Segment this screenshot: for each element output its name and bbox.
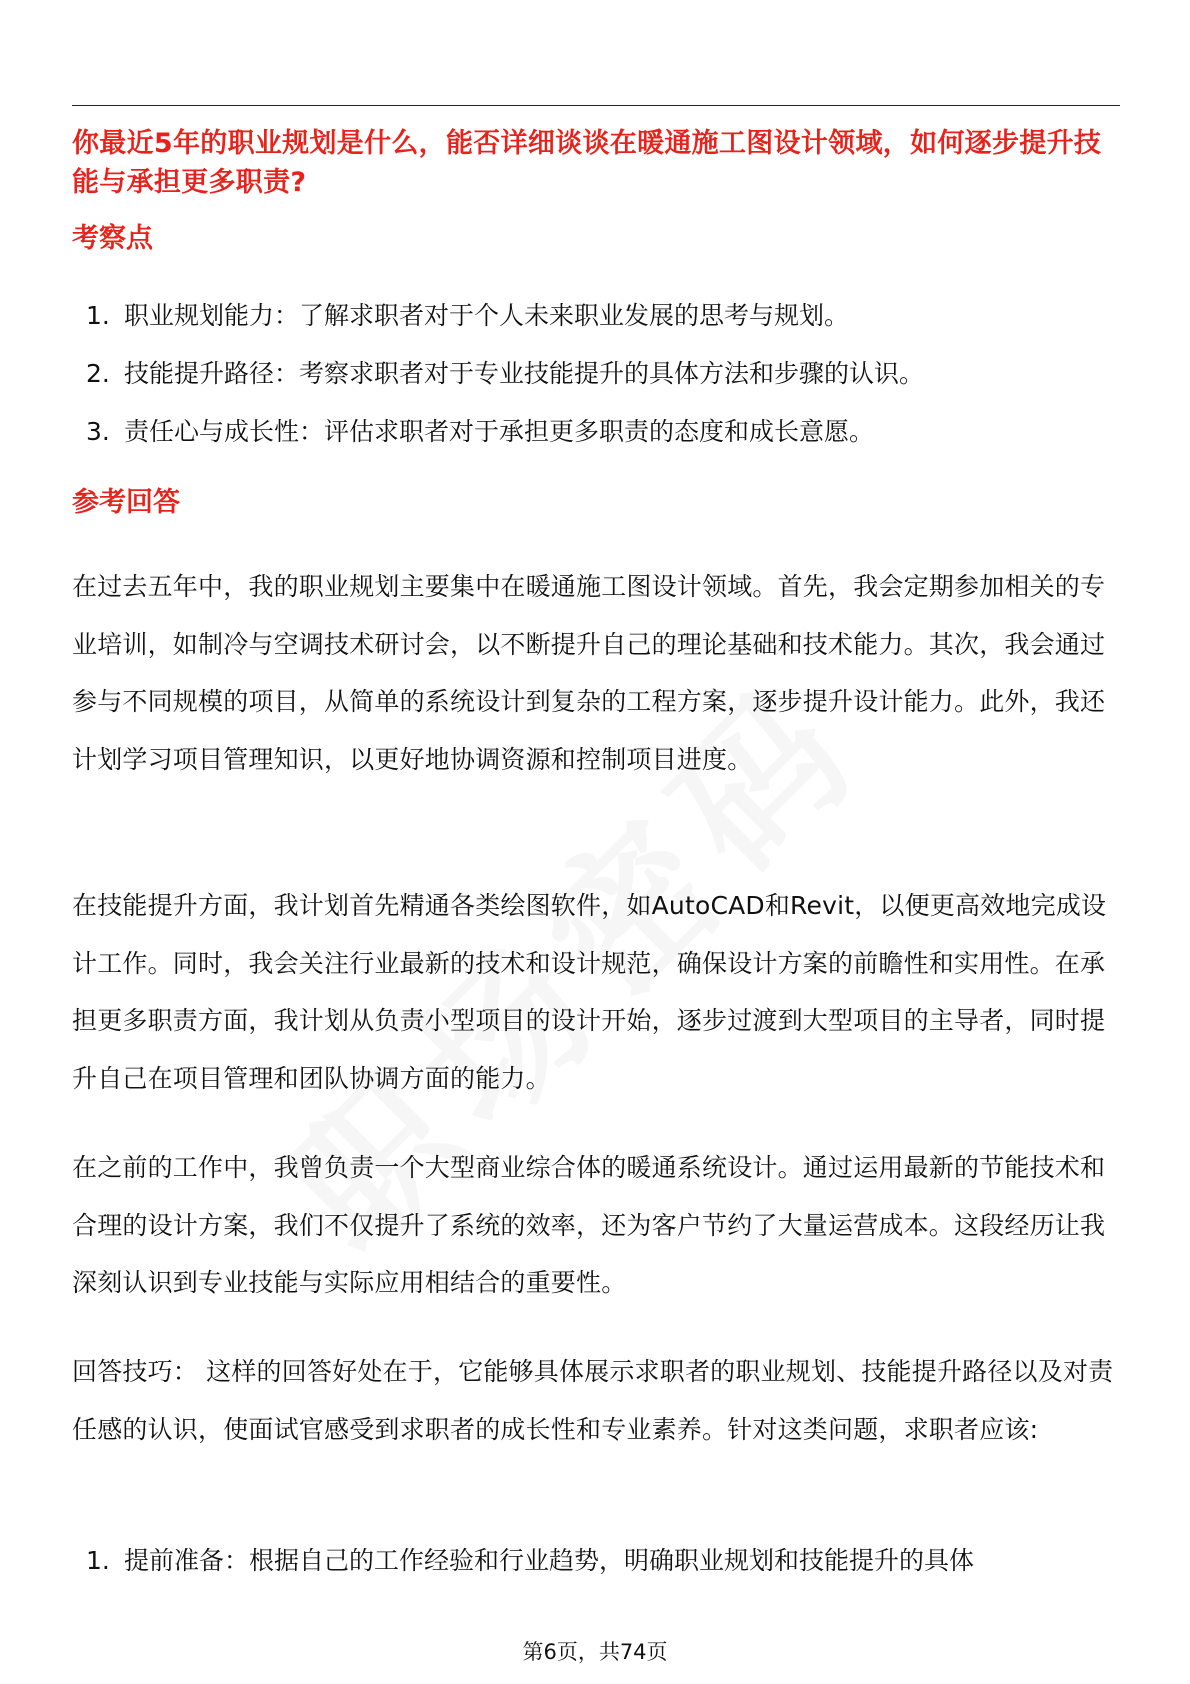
answer-paragraph: 在技能提升方面，我计划首先精通各类绘图软件，如AutoCAD和Revit，以便更高效地完成设计工作。同时，我会关注行业最新的技术和设计规范，确保设计方案的前瞻性和实用性。在承担更多职责方面，我计划从负责小型项目的设计开始，逐步过渡到大型项目的主导者，同时提升自己在项目管理和团队协调方面的能力。 — [72, 891, 1107, 1093]
list-item-number: 2. — [86, 359, 110, 388]
answer-tips-paragraph: 回答技巧： 这样的回答好处在于，它能够具体展示求职者的职业规划、技能提升路径以及对责任感的认识，使面试官感受到求职者的成长性和专业素养。针对这类问题，求职者应该: — [72, 1357, 1114, 1444]
document-page — [72, 0, 1120, 1684]
top-divider — [72, 105, 1120, 106]
list-item-text: 责任心与成长性：评估求职者对于承担更多职责的态度和成长意愿。 — [124, 417, 875, 446]
list-item-text: 职业规划能力：了解求职者对于个人未来职业发展的思考与规划。 — [124, 301, 850, 330]
list-item — [72, 355, 1120, 413]
points-list — [72, 297, 1120, 471]
list-item-text: 提前准备：根据自己的工作经验和行业趋势，明确职业规划和技能提升的具体 — [124, 1546, 975, 1575]
list-item-text: 技能提升路径：考察求职者对于专业技能提升的具体方法和步骤的认识。 — [124, 359, 925, 388]
question-title: 你最近5年的职业规划是什么，能否详细谈谈在暖通施工图设计领域，如何逐步提升技能与承担更多职责? — [72, 128, 1102, 198]
list-item-number: 1. — [86, 301, 110, 330]
answer-paragraph: 在过去五年中，我的职业规划主要集中在暖通施工图设计领域。首先，我会定期参加相关的专业培训，如制冷与空调技术研讨会，以不断提升自己的理论基础和技术能力。其次，我会通过参与不同规模的项目，从简单的系统设计到复杂的工程方案，逐步提升设计能力。此外，我还计划学习项目管理知识，以更好地协调资源和控制项目进度。 — [72, 572, 1106, 774]
answer-paragraph: 在之前的工作中，我曾负责一个大型商业综合体的暖通系统设计。通过运用最新的节能技术和合理的设计方案，我们不仅提升了系统的效率，还为客户节约了大量运营成本。这段经历让我深刻认识到专业技能与实际应用相结合的重要性。 — [72, 1153, 1106, 1298]
list-item-number: 3. — [86, 417, 110, 446]
list-item — [72, 413, 1120, 471]
section-heading-points: 考察点 — [72, 223, 153, 254]
list-item-number: 1. — [86, 1546, 110, 1575]
list-item — [72, 1542, 1120, 1600]
section-heading-answer: 参考回答 — [72, 487, 180, 518]
page-number: 第6页，共74页 — [522, 1640, 668, 1664]
list-item — [72, 297, 1120, 355]
tips-list — [72, 1542, 1120, 1600]
